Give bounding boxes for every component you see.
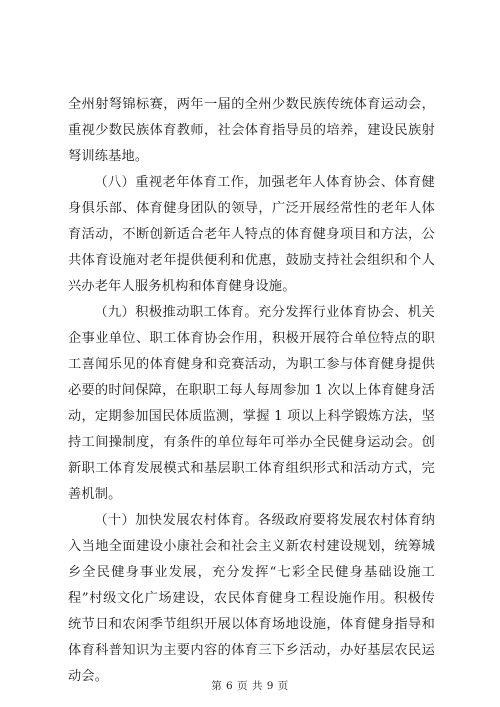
paragraph-archery-continuation: 全州射弩锦标赛，两年一届的全州少数民族传统体育运动会，重视少数民族体育教师，社会体育指导员的培养，建设民族射弩训练基地。 [68,97,435,164]
document-body [68,92,435,690]
page-number-footer: 第 6 页 共 9 页 [211,680,289,692]
paragraph-worker-sports: （九）积极推动职工体育。充分发挥行业体育协会、机关企事业单位、职工体育协会作用，积极开展符合单位特点的职工喜闻乐见的体育健身和竞赛活动，为职工参与体育健身提供必要的时间保障，在职职工每人每周参加 1 次以上体育健身活动，定期参加国民体质监测，掌握 1 项以上科学锻炼方法，坚持工间操制度，有条件的单位每年可举办全民健身运动会。创新职工体育发展模式和基层职工体育组织形式和活动方式，完善机制。 [68,305,435,502]
paragraph-rural-sports: （十）加快发展农村体育。各级政府要将发展农村体育纳入当地全面建设小康社会和社会主义新农村建设规划，统筹城乡全民健身事业发展，充分发挥“七彩全民健身基础设施工程”村级文化广场建设，农民体育健身工程设施作用。积极传统节日和农闲季节组织开展以体育场地设施，体育健身指导和体育科普知识为主要内容的体育三下乡活动，办好基层农民运动会。 [68,513,435,684]
paragraph-elderly-sports: （八）重视老年体育工作，加强老年人体育协会、体育健身俱乐部、体育健身团队的领导，广泛开展经常性的老年人体育活动，不断创新适合老年人特点的体育健身项目和方法，公共体育设施对老年提供便利和优惠，鼓励支持社会组织和个人兴办老年人服务机构和体育健身设施。 [68,175,435,294]
